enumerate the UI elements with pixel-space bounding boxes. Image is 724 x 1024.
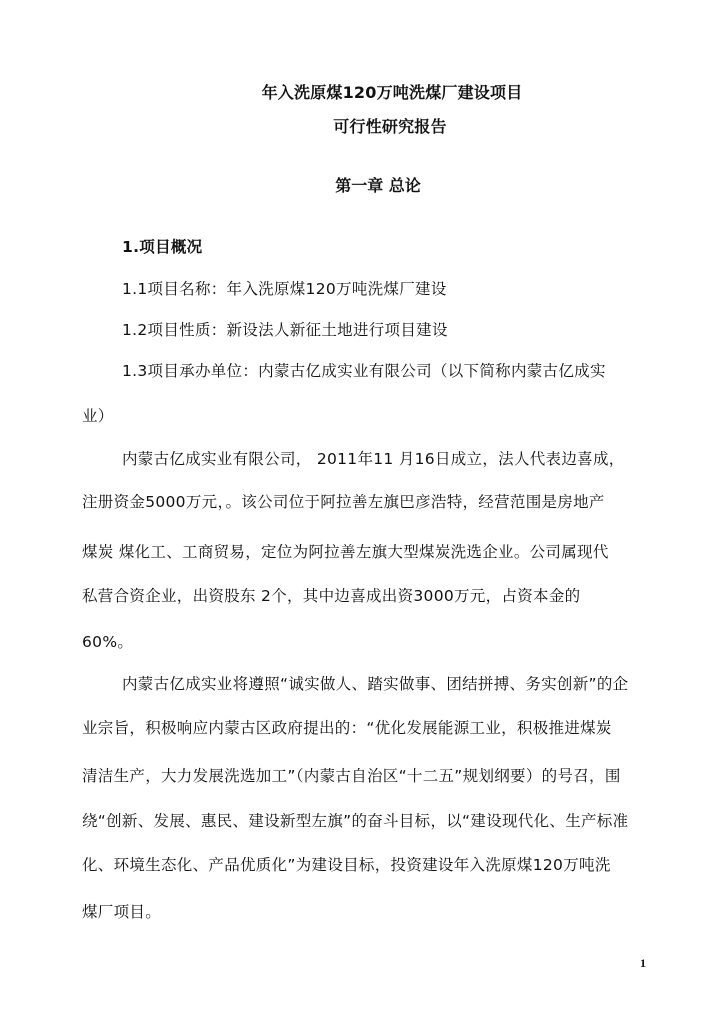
paragraph-2-line: 绕“创新、发展、惠民、建设新型左旗”的奋斗目标，以“建设现代化、生产标准 xyxy=(82,812,629,830)
paragraph-1-line: 注册资金5000万元，。该公司位于阿拉善左旗巴彦浩特，经营范围是房地产 xyxy=(82,493,605,511)
paragraph-2-line: 内蒙古亿成实业将遵照“诚实做人、踏实做事、团结拼搏、务实创新”的企 xyxy=(122,675,629,693)
item-project-name: 1.1项目名称：年入洗原煤120万吨洗煤厂建设 xyxy=(122,280,447,298)
paragraph-2-line: 化、环境生态化、产品优质化”为建设目标，投资建设年入洗原煤120万吨洗 xyxy=(82,856,611,874)
paragraph-1-line: 煤炭 煤化工、工商贸易，定位为阿拉善左旗大型煤炭洗选企业。公司属现代 xyxy=(82,543,609,561)
paragraph-2-line: 业宗旨，积极响应内蒙古区政府提出的：“优化发展能源工业，积极推进煤炭 xyxy=(82,719,612,737)
page-number: 1 xyxy=(640,956,646,970)
document-title-line-1: 年入洗原煤120万吨洗煤厂建设项目 xyxy=(261,83,523,102)
paragraph-1-line: 60%。 xyxy=(82,633,134,651)
paragraph-1-line: 私营合资企业，出资股东 2个，其中边喜成出资3000万元，占资本金的 xyxy=(82,587,581,605)
paragraph-2-line: 煤厂项目。 xyxy=(82,903,162,921)
paragraph-2-line: 清洁生产，大力发展洗选加工”（内蒙古自治区“十二五”规划纲要）的号召，围 xyxy=(82,767,621,785)
paragraph-1-line: 内蒙古亿成实业有限公司， 2011年11 月16日成立，法人代表边喜成， xyxy=(122,450,625,468)
item-project-undertaker: 1.3项目承办单位：内蒙古亿成实业有限公司（以下简称内蒙古亿成实 xyxy=(122,362,606,380)
item-project-undertaker-continuation: 业） xyxy=(82,407,114,425)
chapter-heading: 第一章 总论 xyxy=(335,176,421,195)
section-heading: 1.项目概况 xyxy=(122,238,203,256)
item-project-nature: 1.2项目性质：新设法人新征土地进行项目建设 xyxy=(122,321,448,339)
document-title-line-2: 可行性研究报告 xyxy=(333,117,447,136)
